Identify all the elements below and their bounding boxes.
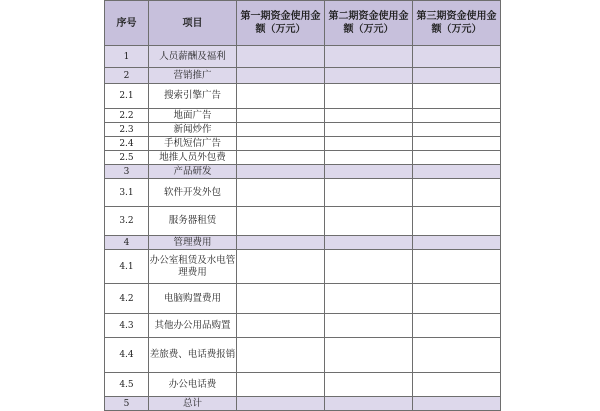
row-seq: 3.1	[105, 179, 149, 207]
row-phase2-amount[interactable]	[325, 314, 413, 338]
row-phase2-amount[interactable]	[325, 46, 413, 68]
row-seq: 4.4	[105, 338, 149, 373]
row-phase2-amount[interactable]	[325, 284, 413, 314]
row-phase2-amount[interactable]	[325, 338, 413, 373]
table-row	[105, 165, 501, 179]
row-item: 地面广告	[149, 109, 237, 123]
header-item: 项目	[149, 1, 237, 46]
fund-usage-table	[104, 0, 501, 411]
row-item: 搜索引擎广告	[149, 84, 237, 109]
row-phase1-amount[interactable]	[237, 123, 325, 137]
row-item: 差旅费、电话费报销	[149, 338, 237, 373]
table-row	[105, 123, 501, 137]
row-seq: 2.3	[105, 123, 149, 137]
row-phase3-amount[interactable]	[413, 123, 501, 137]
row-phase1-amount[interactable]	[237, 165, 325, 179]
row-item: 管理费用	[149, 236, 237, 250]
row-phase2-amount[interactable]	[325, 373, 413, 397]
row-phase3-amount[interactable]	[413, 137, 501, 151]
row-phase1-amount[interactable]	[237, 338, 325, 373]
row-item: 电脑购置费用	[149, 284, 237, 314]
table-row	[105, 236, 501, 250]
table-row	[105, 284, 501, 314]
row-phase1-amount[interactable]	[237, 179, 325, 207]
row-phase1-amount[interactable]	[237, 68, 325, 84]
row-item: 服务器租赁	[149, 207, 237, 236]
row-phase3-amount[interactable]	[413, 314, 501, 338]
table-row	[105, 397, 501, 411]
row-phase3-amount[interactable]	[413, 236, 501, 250]
row-phase3-amount[interactable]	[413, 338, 501, 373]
row-item: 软件开发外包	[149, 179, 237, 207]
table-row	[105, 109, 501, 123]
row-phase1-amount[interactable]	[237, 373, 325, 397]
row-phase2-amount[interactable]	[325, 179, 413, 207]
row-phase2-amount[interactable]	[325, 68, 413, 84]
row-phase3-amount[interactable]	[413, 46, 501, 68]
table-row	[105, 207, 501, 236]
row-seq: 2.4	[105, 137, 149, 151]
row-phase2-amount[interactable]	[325, 84, 413, 109]
row-item: 其他办公用品购置	[149, 314, 237, 338]
row-phase3-amount[interactable]	[413, 151, 501, 165]
row-item: 产品研发	[149, 165, 237, 179]
row-seq: 4.2	[105, 284, 149, 314]
table-row	[105, 137, 501, 151]
row-phase2-amount[interactable]	[325, 207, 413, 236]
row-phase2-amount[interactable]	[325, 250, 413, 284]
row-item: 办公室租赁及水电管理费用	[149, 250, 237, 284]
row-phase3-amount[interactable]	[413, 284, 501, 314]
table-row	[105, 338, 501, 373]
row-phase2-amount[interactable]	[325, 109, 413, 123]
row-seq: 3.2	[105, 207, 149, 236]
row-phase3-amount[interactable]	[413, 397, 501, 411]
row-item: 办公电话费	[149, 373, 237, 397]
row-item: 营销推广	[149, 68, 237, 84]
row-seq: 4.3	[105, 314, 149, 338]
row-seq: 2.1	[105, 84, 149, 109]
row-phase2-amount[interactable]	[325, 123, 413, 137]
row-phase1-amount[interactable]	[237, 284, 325, 314]
table-row	[105, 151, 501, 165]
row-phase3-amount[interactable]	[413, 250, 501, 284]
header-seq: 序号	[105, 1, 149, 46]
header-row	[105, 1, 501, 46]
table-body	[105, 46, 501, 411]
row-phase2-amount[interactable]	[325, 151, 413, 165]
row-item: 手机短信广告	[149, 137, 237, 151]
header-phase2-amount: 第二期资金使用金额（万元）	[325, 1, 413, 46]
row-seq: 2.5	[105, 151, 149, 165]
table-row	[105, 179, 501, 207]
row-phase2-amount[interactable]	[325, 236, 413, 250]
row-phase1-amount[interactable]	[237, 250, 325, 284]
row-phase1-amount[interactable]	[237, 137, 325, 151]
row-phase1-amount[interactable]	[237, 397, 325, 411]
table-row	[105, 314, 501, 338]
row-seq: 5	[105, 397, 149, 411]
table-row	[105, 46, 501, 68]
row-item: 地推人员外包费	[149, 151, 237, 165]
header-phase3-amount: 第三期资金使用金额（万元）	[413, 1, 501, 46]
row-phase3-amount[interactable]	[413, 165, 501, 179]
row-phase2-amount[interactable]	[325, 137, 413, 151]
row-seq: 1	[105, 46, 149, 68]
row-phase3-amount[interactable]	[413, 179, 501, 207]
table-row	[105, 68, 501, 84]
row-phase1-amount[interactable]	[237, 84, 325, 109]
row-item: 人员薪酬及福利	[149, 46, 237, 68]
row-seq: 2	[105, 68, 149, 84]
table-row	[105, 373, 501, 397]
row-seq: 4.1	[105, 250, 149, 284]
row-seq: 4	[105, 236, 149, 250]
row-phase2-amount[interactable]	[325, 165, 413, 179]
row-seq: 4.5	[105, 373, 149, 397]
row-phase1-amount[interactable]	[237, 236, 325, 250]
row-phase1-amount[interactable]	[237, 151, 325, 165]
row-item: 总计	[149, 397, 237, 411]
row-phase3-amount[interactable]	[413, 84, 501, 109]
table-row	[105, 84, 501, 109]
row-phase3-amount[interactable]	[413, 109, 501, 123]
row-phase3-amount[interactable]	[413, 373, 501, 397]
header-phase1-amount: 第一期资金使用金额（万元）	[237, 1, 325, 46]
row-seq: 2.2	[105, 109, 149, 123]
table-row	[105, 250, 501, 284]
row-phase3-amount[interactable]	[413, 68, 501, 84]
row-seq: 3	[105, 165, 149, 179]
row-phase2-amount[interactable]	[325, 397, 413, 411]
row-phase1-amount[interactable]	[237, 207, 325, 236]
row-phase1-amount[interactable]	[237, 109, 325, 123]
row-phase1-amount[interactable]	[237, 314, 325, 338]
row-phase3-amount[interactable]	[413, 207, 501, 236]
row-item: 新闻炒作	[149, 123, 237, 137]
row-phase1-amount[interactable]	[237, 46, 325, 68]
